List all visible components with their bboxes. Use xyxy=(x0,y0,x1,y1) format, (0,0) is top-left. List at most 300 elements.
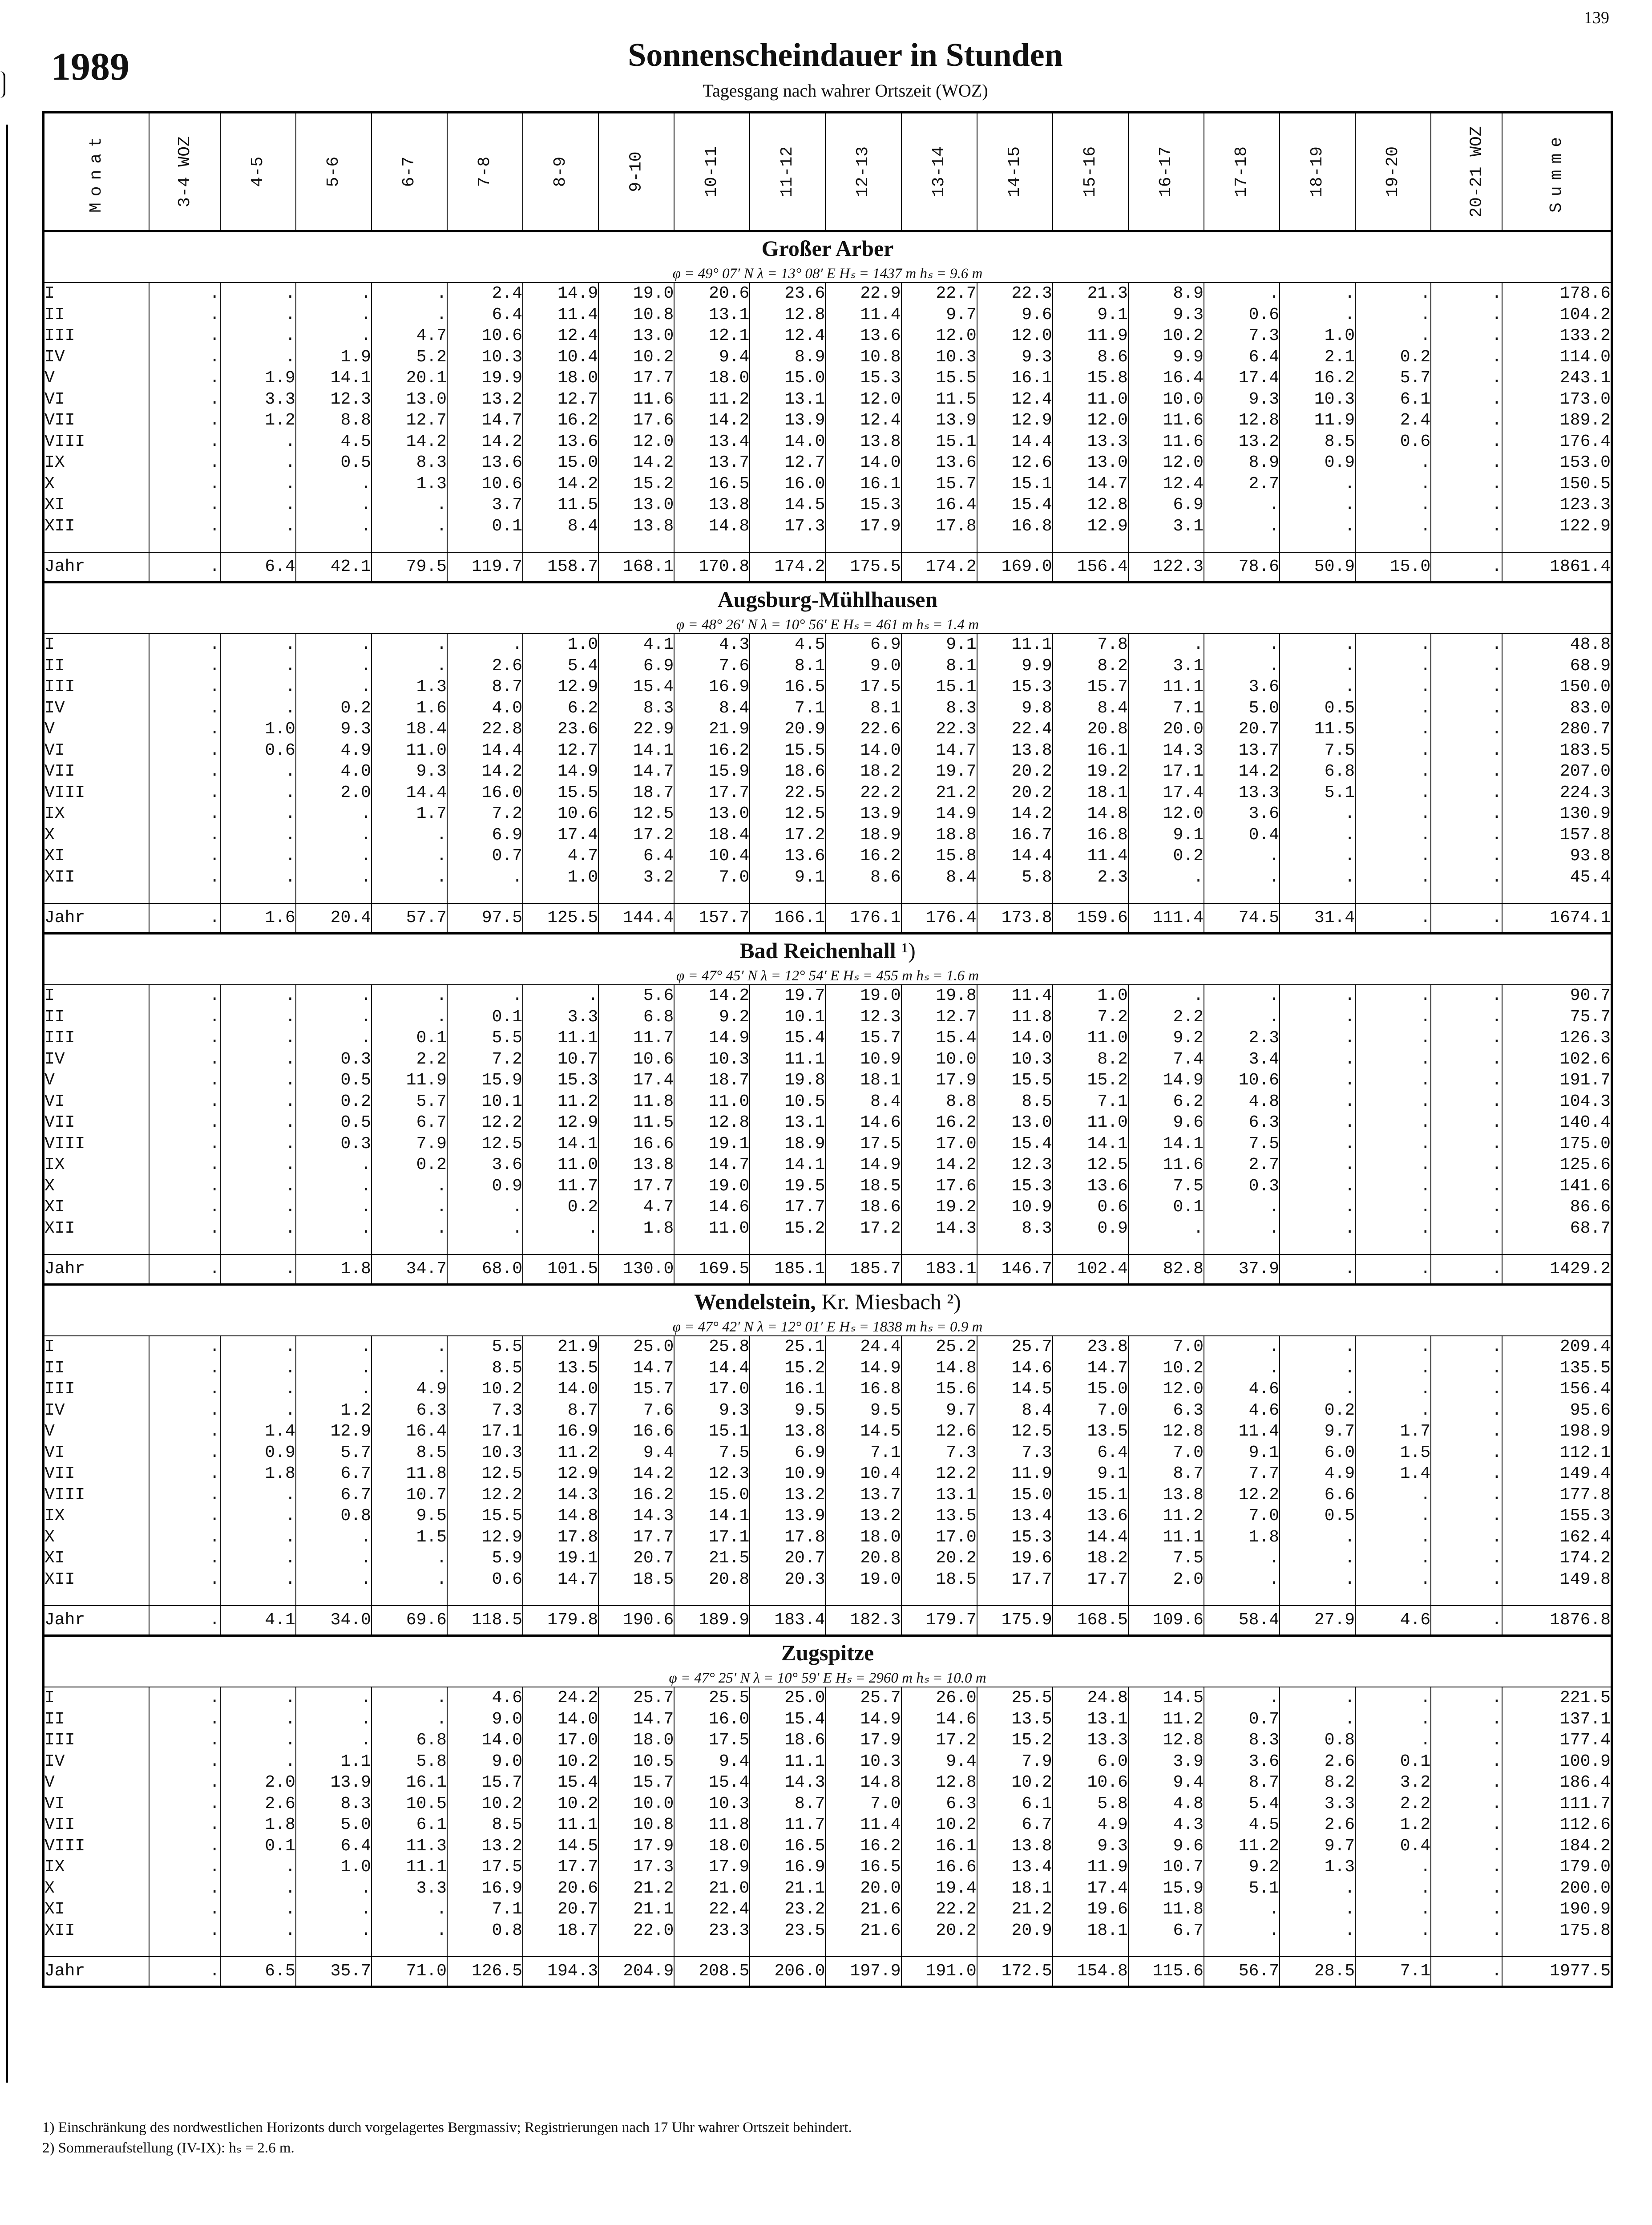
hour-value-cell: 14.8 xyxy=(1053,803,1128,825)
hour-value-cell: 17.7 xyxy=(598,1176,674,1197)
month-label: II xyxy=(44,656,65,676)
hour-value-cell: . xyxy=(296,283,372,304)
hour-value-cell: . xyxy=(1355,1857,1431,1878)
hour-value-cell: 18.0 xyxy=(825,1527,901,1548)
month-label: IX xyxy=(44,1857,65,1877)
header-label: 6-7 xyxy=(399,156,419,187)
hour-value-cell: . xyxy=(1204,867,1280,888)
year-value-cell: . xyxy=(220,1254,296,1285)
hour-value-cell: 17.1 xyxy=(447,1421,523,1442)
hour-value-cell: 13.4 xyxy=(977,1857,1053,1878)
hour-value-cell: . xyxy=(1280,1112,1355,1133)
hour-value-cell: 15.4 xyxy=(977,1133,1053,1155)
hour-value-cell: 8.5 xyxy=(447,1814,523,1836)
hour-value-cell: 15.2 xyxy=(598,473,674,495)
hour-value-cell: 7.5 xyxy=(674,1442,750,1464)
hour-value-cell: 9.5 xyxy=(750,1400,825,1421)
hour-value-cell: 9.8 xyxy=(977,698,1053,719)
year-label: Jahr xyxy=(44,903,149,934)
hour-value-cell: 8.1 xyxy=(750,655,825,677)
hour-value-cell: 17.8 xyxy=(750,1527,825,1548)
hour-value-cell: 15.2 xyxy=(977,1730,1053,1751)
hour-value-cell: . xyxy=(1431,1857,1502,1878)
hour-value-cell: 10.2 xyxy=(447,1379,523,1400)
hour-value-cell: . xyxy=(149,846,220,867)
spacer-cell xyxy=(523,1590,598,1606)
month-label: X xyxy=(44,1527,55,1547)
hour-value-cell: 13.2 xyxy=(825,1505,901,1527)
hour-value-cell: 14.0 xyxy=(750,431,825,453)
spacer-cell xyxy=(1128,1590,1204,1606)
hour-value-cell: . xyxy=(149,1857,220,1878)
hour-value-cell: . xyxy=(149,1358,220,1379)
year-value-cell: 6.5 xyxy=(220,1957,296,1987)
hour-value-cell: . xyxy=(1280,1197,1355,1218)
hour-value-cell: 19.0 xyxy=(674,1176,750,1197)
month-label: IV xyxy=(44,347,65,367)
hour-value-cell: 8.9 xyxy=(750,347,825,368)
hour-value-cell: . xyxy=(149,1687,220,1709)
month-sum-cell: 157.8 xyxy=(1502,825,1612,846)
hour-value-cell: . xyxy=(1355,1218,1431,1239)
hour-value-cell: 20.2 xyxy=(901,1920,977,1942)
hour-value-cell: . xyxy=(372,283,447,304)
hour-value-cell: 13.5 xyxy=(1053,1421,1128,1442)
hour-value-cell: 9.9 xyxy=(1128,347,1204,368)
hour-value-cell: 6.1 xyxy=(372,1814,447,1836)
year-sum-cell: 1977.5 xyxy=(1502,1957,1612,1987)
hour-value-cell: 10.6 xyxy=(1204,1070,1280,1091)
hour-value-cell: 4.0 xyxy=(447,698,523,719)
hour-value-cell: 18.1 xyxy=(825,1070,901,1091)
hour-value-cell: 8.4 xyxy=(825,1091,901,1112)
hour-value-cell: 2.7 xyxy=(1204,1154,1280,1176)
hour-value-cell: 3.1 xyxy=(1128,655,1204,677)
hour-value-cell: 15.4 xyxy=(750,1028,825,1049)
hour-value-cell: 9.3 xyxy=(1128,304,1204,326)
spacer-cell xyxy=(901,888,977,903)
hour-value-cell: 0.9 xyxy=(1053,1218,1128,1239)
header-label: 12-13 xyxy=(853,146,873,198)
hour-value-cell: 25.7 xyxy=(977,1336,1053,1358)
hour-value-cell: 18.5 xyxy=(901,1569,977,1590)
month-sum-cell: 176.4 xyxy=(1502,431,1612,453)
year-value-cell: 101.5 xyxy=(523,1254,598,1285)
hour-value-cell: 11.2 xyxy=(674,389,750,410)
spacer-cell xyxy=(750,1239,825,1254)
hour-value-cell: . xyxy=(1431,325,1502,347)
year-value-cell: . xyxy=(149,1254,220,1285)
hour-value-cell: . xyxy=(296,867,372,888)
hour-value-cell: 17.0 xyxy=(901,1527,977,1548)
hour-value-cell: 11.8 xyxy=(372,1463,447,1485)
hour-value-cell: . xyxy=(220,1336,296,1358)
hour-value-cell: 6.4 xyxy=(598,846,674,867)
hour-value-cell: 9.7 xyxy=(1280,1421,1355,1442)
year-value-cell: . xyxy=(1280,1254,1355,1285)
month-label: I xyxy=(44,635,55,654)
hour-value-cell: . xyxy=(447,867,523,888)
column-header-row xyxy=(44,113,1612,231)
hour-value-cell: . xyxy=(1431,1218,1502,1239)
hour-value-cell: . xyxy=(149,1442,220,1464)
month-label: II xyxy=(44,1709,65,1729)
hour-value-cell: 11.8 xyxy=(977,1007,1053,1028)
hour-value-cell: . xyxy=(296,1527,372,1548)
hour-value-cell: . xyxy=(1355,452,1431,473)
year-value-cell: 208.5 xyxy=(674,1957,750,1987)
hour-value-cell: 19.0 xyxy=(825,985,901,1007)
hour-value-cell: . xyxy=(1355,634,1431,655)
hour-value-cell: . xyxy=(1280,304,1355,326)
hour-value-cell: . xyxy=(1431,1751,1502,1772)
hour-value-cell: . xyxy=(296,304,372,326)
hour-value-cell: . xyxy=(296,825,372,846)
year-value-cell: 118.5 xyxy=(447,1606,523,1636)
hour-value-cell: 7.7 xyxy=(1204,1463,1280,1485)
hour-value-cell: . xyxy=(220,1154,296,1176)
hour-value-cell: . xyxy=(1204,655,1280,677)
hour-value-cell: 7.4 xyxy=(1128,1049,1204,1070)
station-meta-row xyxy=(44,615,1612,634)
hour-value-cell: 11.1 xyxy=(750,1751,825,1772)
hour-value-cell: 1.9 xyxy=(296,347,372,368)
hour-value-cell: . xyxy=(372,655,447,677)
hour-value-cell: 15.4 xyxy=(674,1772,750,1793)
hour-value-cell: 11.0 xyxy=(372,740,447,761)
hour-value-cell: 21.1 xyxy=(750,1878,825,1899)
hour-value-cell: 19.7 xyxy=(750,985,825,1007)
hour-value-cell: 19.4 xyxy=(901,1878,977,1899)
month-sum-cell: 93.8 xyxy=(1502,846,1612,867)
hour-value-cell: 18.0 xyxy=(523,368,598,389)
hour-value-cell: 14.7 xyxy=(598,761,674,782)
hour-value-cell: 15.2 xyxy=(1053,1070,1128,1091)
hour-value-cell: . xyxy=(1431,1463,1502,1485)
hour-value-cell: 12.4 xyxy=(825,410,901,431)
station-name-text: Bad Reichenhall xyxy=(739,938,896,963)
hour-value-cell: 13.6 xyxy=(750,846,825,867)
hour-value-cell: 12.9 xyxy=(523,1463,598,1485)
hour-value-cell: 14.9 xyxy=(523,761,598,782)
header-label: 8-9 xyxy=(551,156,570,187)
header-label: 13-14 xyxy=(929,146,949,198)
hour-value-cell: 15.5 xyxy=(447,1505,523,1527)
hour-value-cell: 6.2 xyxy=(1128,1091,1204,1112)
hour-value-cell: 14.1 xyxy=(750,1154,825,1176)
hour-value-cell: . xyxy=(220,846,296,867)
hour-value-cell: 16.7 xyxy=(977,825,1053,846)
spacer-row xyxy=(44,888,1612,903)
month-row xyxy=(44,304,1612,326)
spacer-cell xyxy=(296,1941,372,1957)
hour-value-cell: . xyxy=(372,1569,447,1590)
hour-value-cell: 15.1 xyxy=(1053,1485,1128,1506)
hour-value-cell: 13.7 xyxy=(1204,740,1280,761)
hour-value-cell: . xyxy=(1355,283,1431,304)
hour-value-cell: . xyxy=(220,803,296,825)
hour-value-cell: . xyxy=(1204,1007,1280,1028)
hour-value-cell: 11.5 xyxy=(1280,719,1355,740)
hour-value-cell: 9.1 xyxy=(1053,304,1128,326)
month-label: IX xyxy=(44,804,65,823)
hour-value-cell: . xyxy=(220,1730,296,1751)
hour-value-cell: 13.2 xyxy=(447,1836,523,1857)
hour-value-cell: 15.3 xyxy=(977,1176,1053,1197)
hour-value-cell: . xyxy=(1431,1899,1502,1920)
year-value-cell: 189.9 xyxy=(674,1606,750,1636)
hour-value-cell: 18.1 xyxy=(1053,1920,1128,1942)
hour-value-cell: . xyxy=(1431,1442,1502,1464)
hour-value-cell: . xyxy=(1431,494,1502,516)
hour-value-cell: 12.7 xyxy=(372,410,447,431)
month-sum-cell: 155.3 xyxy=(1502,1505,1612,1527)
hour-value-cell: . xyxy=(296,1920,372,1942)
hour-value-cell: 6.8 xyxy=(598,1007,674,1028)
hour-value-cell: 23.8 xyxy=(1053,1336,1128,1358)
spacer-cell xyxy=(1431,1590,1502,1606)
hour-value-cell: . xyxy=(149,1218,220,1239)
month-label: III xyxy=(44,677,75,696)
hour-value-cell: 11.3 xyxy=(372,1836,447,1857)
hour-value-cell: 7.5 xyxy=(1280,740,1355,761)
hour-value-cell: 25.1 xyxy=(750,1336,825,1358)
spacer-cell xyxy=(372,1590,447,1606)
hour-value-cell: 12.7 xyxy=(750,452,825,473)
spacer-cell xyxy=(44,1239,149,1254)
hour-value-cell: 5.0 xyxy=(1204,698,1280,719)
year-value-cell: 15.0 xyxy=(1355,552,1431,583)
year-value-cell: . xyxy=(149,552,220,583)
hour-value-cell: . xyxy=(220,1709,296,1730)
hour-value-cell: 9.9 xyxy=(977,655,1053,677)
hour-value-cell: 15.7 xyxy=(447,1772,523,1793)
month-row xyxy=(44,389,1612,410)
station-note: ¹) xyxy=(901,938,916,963)
hour-value-cell: 0.6 xyxy=(220,740,296,761)
hour-value-cell: 17.7 xyxy=(523,1857,598,1878)
hour-value-cell: . xyxy=(1355,1070,1431,1091)
hour-value-cell: . xyxy=(1280,1028,1355,1049)
hour-value-cell: 18.7 xyxy=(523,1920,598,1942)
hour-value-cell: . xyxy=(149,698,220,719)
hour-value-cell: 22.7 xyxy=(901,283,977,304)
hour-value-cell: 12.9 xyxy=(1053,516,1128,537)
hour-value-cell: . xyxy=(447,1197,523,1218)
spacer-cell xyxy=(1053,1941,1128,1957)
hour-value-cell: . xyxy=(372,846,447,867)
hour-value-cell: . xyxy=(149,655,220,677)
hour-value-cell: 22.2 xyxy=(825,782,901,804)
hour-value-cell: 21.2 xyxy=(901,782,977,804)
hour-value-cell: 16.0 xyxy=(674,1709,750,1730)
hour-value-cell: 15.8 xyxy=(1053,368,1128,389)
hour-value-cell: 12.7 xyxy=(523,389,598,410)
spacer-cell xyxy=(44,888,149,903)
hour-value-cell: . xyxy=(372,1920,447,1942)
hour-value-cell: 18.6 xyxy=(750,1730,825,1751)
hour-value-cell: 9.1 xyxy=(901,634,977,655)
month-sum-cell: 125.6 xyxy=(1502,1154,1612,1176)
hour-value-cell: 20.8 xyxy=(674,1569,750,1590)
hour-value-cell: 17.6 xyxy=(901,1176,977,1197)
station-coordinates: φ = 47° 42′ N λ = 12° 01′ E Hₛ = 1838 m hₛ = 0.9 m xyxy=(44,1318,1612,1336)
header-label: 4-5 xyxy=(248,156,267,187)
hour-value-cell: 7.0 xyxy=(1053,1400,1128,1421)
hour-value-cell: 11.0 xyxy=(674,1218,750,1239)
year-value-cell: 191.0 xyxy=(901,1957,977,1987)
hour-value-cell: 17.7 xyxy=(750,1197,825,1218)
hour-value-cell: 17.9 xyxy=(825,1730,901,1751)
hour-value-cell: . xyxy=(372,985,447,1007)
hour-value-cell: . xyxy=(1431,389,1502,410)
month-sum-cell: 209.4 xyxy=(1502,1336,1612,1358)
hour-value-cell: . xyxy=(149,1400,220,1421)
month-label: VI xyxy=(44,1092,65,1111)
header-hour-8 xyxy=(674,113,750,231)
hour-value-cell: 14.3 xyxy=(901,1218,977,1239)
month-row xyxy=(44,1176,1612,1197)
hour-value-cell: 22.8 xyxy=(447,719,523,740)
spacer-cell xyxy=(296,888,372,903)
spacer-cell xyxy=(523,537,598,552)
month-sum-cell: 104.2 xyxy=(1502,304,1612,326)
hour-value-cell: 10.3 xyxy=(674,1049,750,1070)
hour-value-cell: 6.7 xyxy=(296,1463,372,1485)
hour-value-cell: . xyxy=(1431,1548,1502,1569)
hour-value-cell: . xyxy=(1355,1899,1431,1920)
hour-value-cell: 11.5 xyxy=(598,1112,674,1133)
hour-value-cell: 11.4 xyxy=(825,304,901,326)
hour-value-cell: 2.3 xyxy=(1204,1028,1280,1049)
hour-value-cell: 14.7 xyxy=(1053,1358,1128,1379)
hour-value-cell: 10.2 xyxy=(1128,1358,1204,1379)
hour-value-cell: 10.8 xyxy=(825,347,901,368)
hour-value-cell: 14.9 xyxy=(825,1154,901,1176)
hour-value-cell: . xyxy=(220,1485,296,1506)
hour-value-cell: 13.4 xyxy=(674,431,750,453)
month-row xyxy=(44,985,1612,1007)
hour-value-cell: 6.9 xyxy=(825,634,901,655)
month-row xyxy=(44,1442,1612,1464)
hour-value-cell: 11.6 xyxy=(1128,1154,1204,1176)
hour-value-cell: 16.9 xyxy=(447,1878,523,1899)
spacer-cell xyxy=(149,537,220,552)
month-row xyxy=(44,1899,1612,1920)
footnotes xyxy=(42,2117,852,2158)
spacer-cell xyxy=(447,1590,523,1606)
hour-value-cell: 7.5 xyxy=(1128,1176,1204,1197)
hour-value-cell: 14.9 xyxy=(825,1709,901,1730)
spacer-cell xyxy=(149,1239,220,1254)
hour-value-cell: 0.6 xyxy=(447,1569,523,1590)
hour-value-cell: 0.8 xyxy=(296,1505,372,1527)
hour-value-cell: 13.5 xyxy=(901,1505,977,1527)
hour-value-cell: 0.5 xyxy=(296,1070,372,1091)
hour-value-cell: 18.2 xyxy=(825,761,901,782)
hour-value-cell: 13.8 xyxy=(674,494,750,516)
year-value-cell: . xyxy=(149,1957,220,1987)
hour-value-cell: 10.4 xyxy=(825,1463,901,1485)
hour-value-cell: . xyxy=(1355,867,1431,888)
hour-value-cell: 11.0 xyxy=(1053,389,1128,410)
month-sum-cell: 162.4 xyxy=(1502,1527,1612,1548)
spacer-cell xyxy=(901,1239,977,1254)
hour-value-cell: 9.3 xyxy=(977,347,1053,368)
hour-value-cell: . xyxy=(220,1218,296,1239)
hour-value-cell: 18.5 xyxy=(825,1176,901,1197)
hour-value-cell: 12.0 xyxy=(901,325,977,347)
hour-value-cell: 22.5 xyxy=(750,782,825,804)
hour-value-cell: 12.0 xyxy=(598,431,674,453)
hour-value-cell: . xyxy=(149,304,220,326)
hour-value-cell: 8.4 xyxy=(1053,698,1128,719)
hour-value-cell: 23.6 xyxy=(750,283,825,304)
station-title-row xyxy=(44,583,1612,616)
hour-value-cell: . xyxy=(372,1548,447,1569)
hour-value-cell: 13.6 xyxy=(825,325,901,347)
hour-value-cell: 13.6 xyxy=(447,452,523,473)
hour-value-cell: . xyxy=(220,1070,296,1091)
hour-value-cell: . xyxy=(149,347,220,368)
hour-value-cell: . xyxy=(220,867,296,888)
hour-value-cell: 4.3 xyxy=(1128,1814,1204,1836)
hour-value-cell: 17.7 xyxy=(977,1569,1053,1590)
hour-value-cell: 21.2 xyxy=(977,1899,1053,1920)
month-row xyxy=(44,698,1612,719)
hour-value-cell: . xyxy=(1355,1709,1431,1730)
hour-value-cell: 10.8 xyxy=(598,304,674,326)
hour-value-cell: 10.0 xyxy=(598,1793,674,1815)
hour-value-cell: 25.5 xyxy=(977,1687,1053,1709)
spacer-cell xyxy=(674,537,750,552)
hour-value-cell: 13.3 xyxy=(1053,1730,1128,1751)
hour-value-cell: 6.9 xyxy=(750,1442,825,1464)
hour-value-cell: 13.8 xyxy=(825,431,901,453)
hour-value-cell: 3.2 xyxy=(598,867,674,888)
hour-value-cell: 8.4 xyxy=(674,698,750,719)
hour-value-cell: . xyxy=(149,1176,220,1197)
hour-value-cell: 15.3 xyxy=(825,368,901,389)
month-label: IX xyxy=(44,1506,65,1525)
hour-value-cell: 9.2 xyxy=(674,1007,750,1028)
hour-value-cell: 10.9 xyxy=(825,1049,901,1070)
hour-value-cell: 21.0 xyxy=(674,1878,750,1899)
hour-value-cell: . xyxy=(523,985,598,1007)
hour-value-cell: 13.8 xyxy=(977,1836,1053,1857)
hour-value-cell: 9.6 xyxy=(1128,1836,1204,1857)
hour-value-cell: 11.9 xyxy=(1280,410,1355,431)
hour-value-cell: . xyxy=(149,494,220,516)
hour-value-cell: 12.7 xyxy=(523,740,598,761)
hour-value-cell: 12.8 xyxy=(1128,1421,1204,1442)
hour-value-cell: . xyxy=(149,1899,220,1920)
hour-value-cell: 23.6 xyxy=(523,719,598,740)
hour-value-cell: 12.8 xyxy=(1204,410,1280,431)
month-sum-cell: 190.9 xyxy=(1502,1899,1612,1920)
month-label: XI xyxy=(44,1197,65,1217)
hour-value-cell: . xyxy=(1431,655,1502,677)
hour-value-cell: . xyxy=(1431,1049,1502,1070)
station-name-text: Großer Arber xyxy=(761,236,894,261)
page-number: 139 xyxy=(1584,8,1609,27)
month-sum-cell: 153.0 xyxy=(1502,452,1612,473)
year-label: Jahr xyxy=(44,552,149,583)
spacer-cell xyxy=(1431,537,1502,552)
spacer-cell xyxy=(1355,1590,1431,1606)
hour-value-cell: 11.9 xyxy=(372,1070,447,1091)
hour-value-cell: 14.1 xyxy=(598,740,674,761)
